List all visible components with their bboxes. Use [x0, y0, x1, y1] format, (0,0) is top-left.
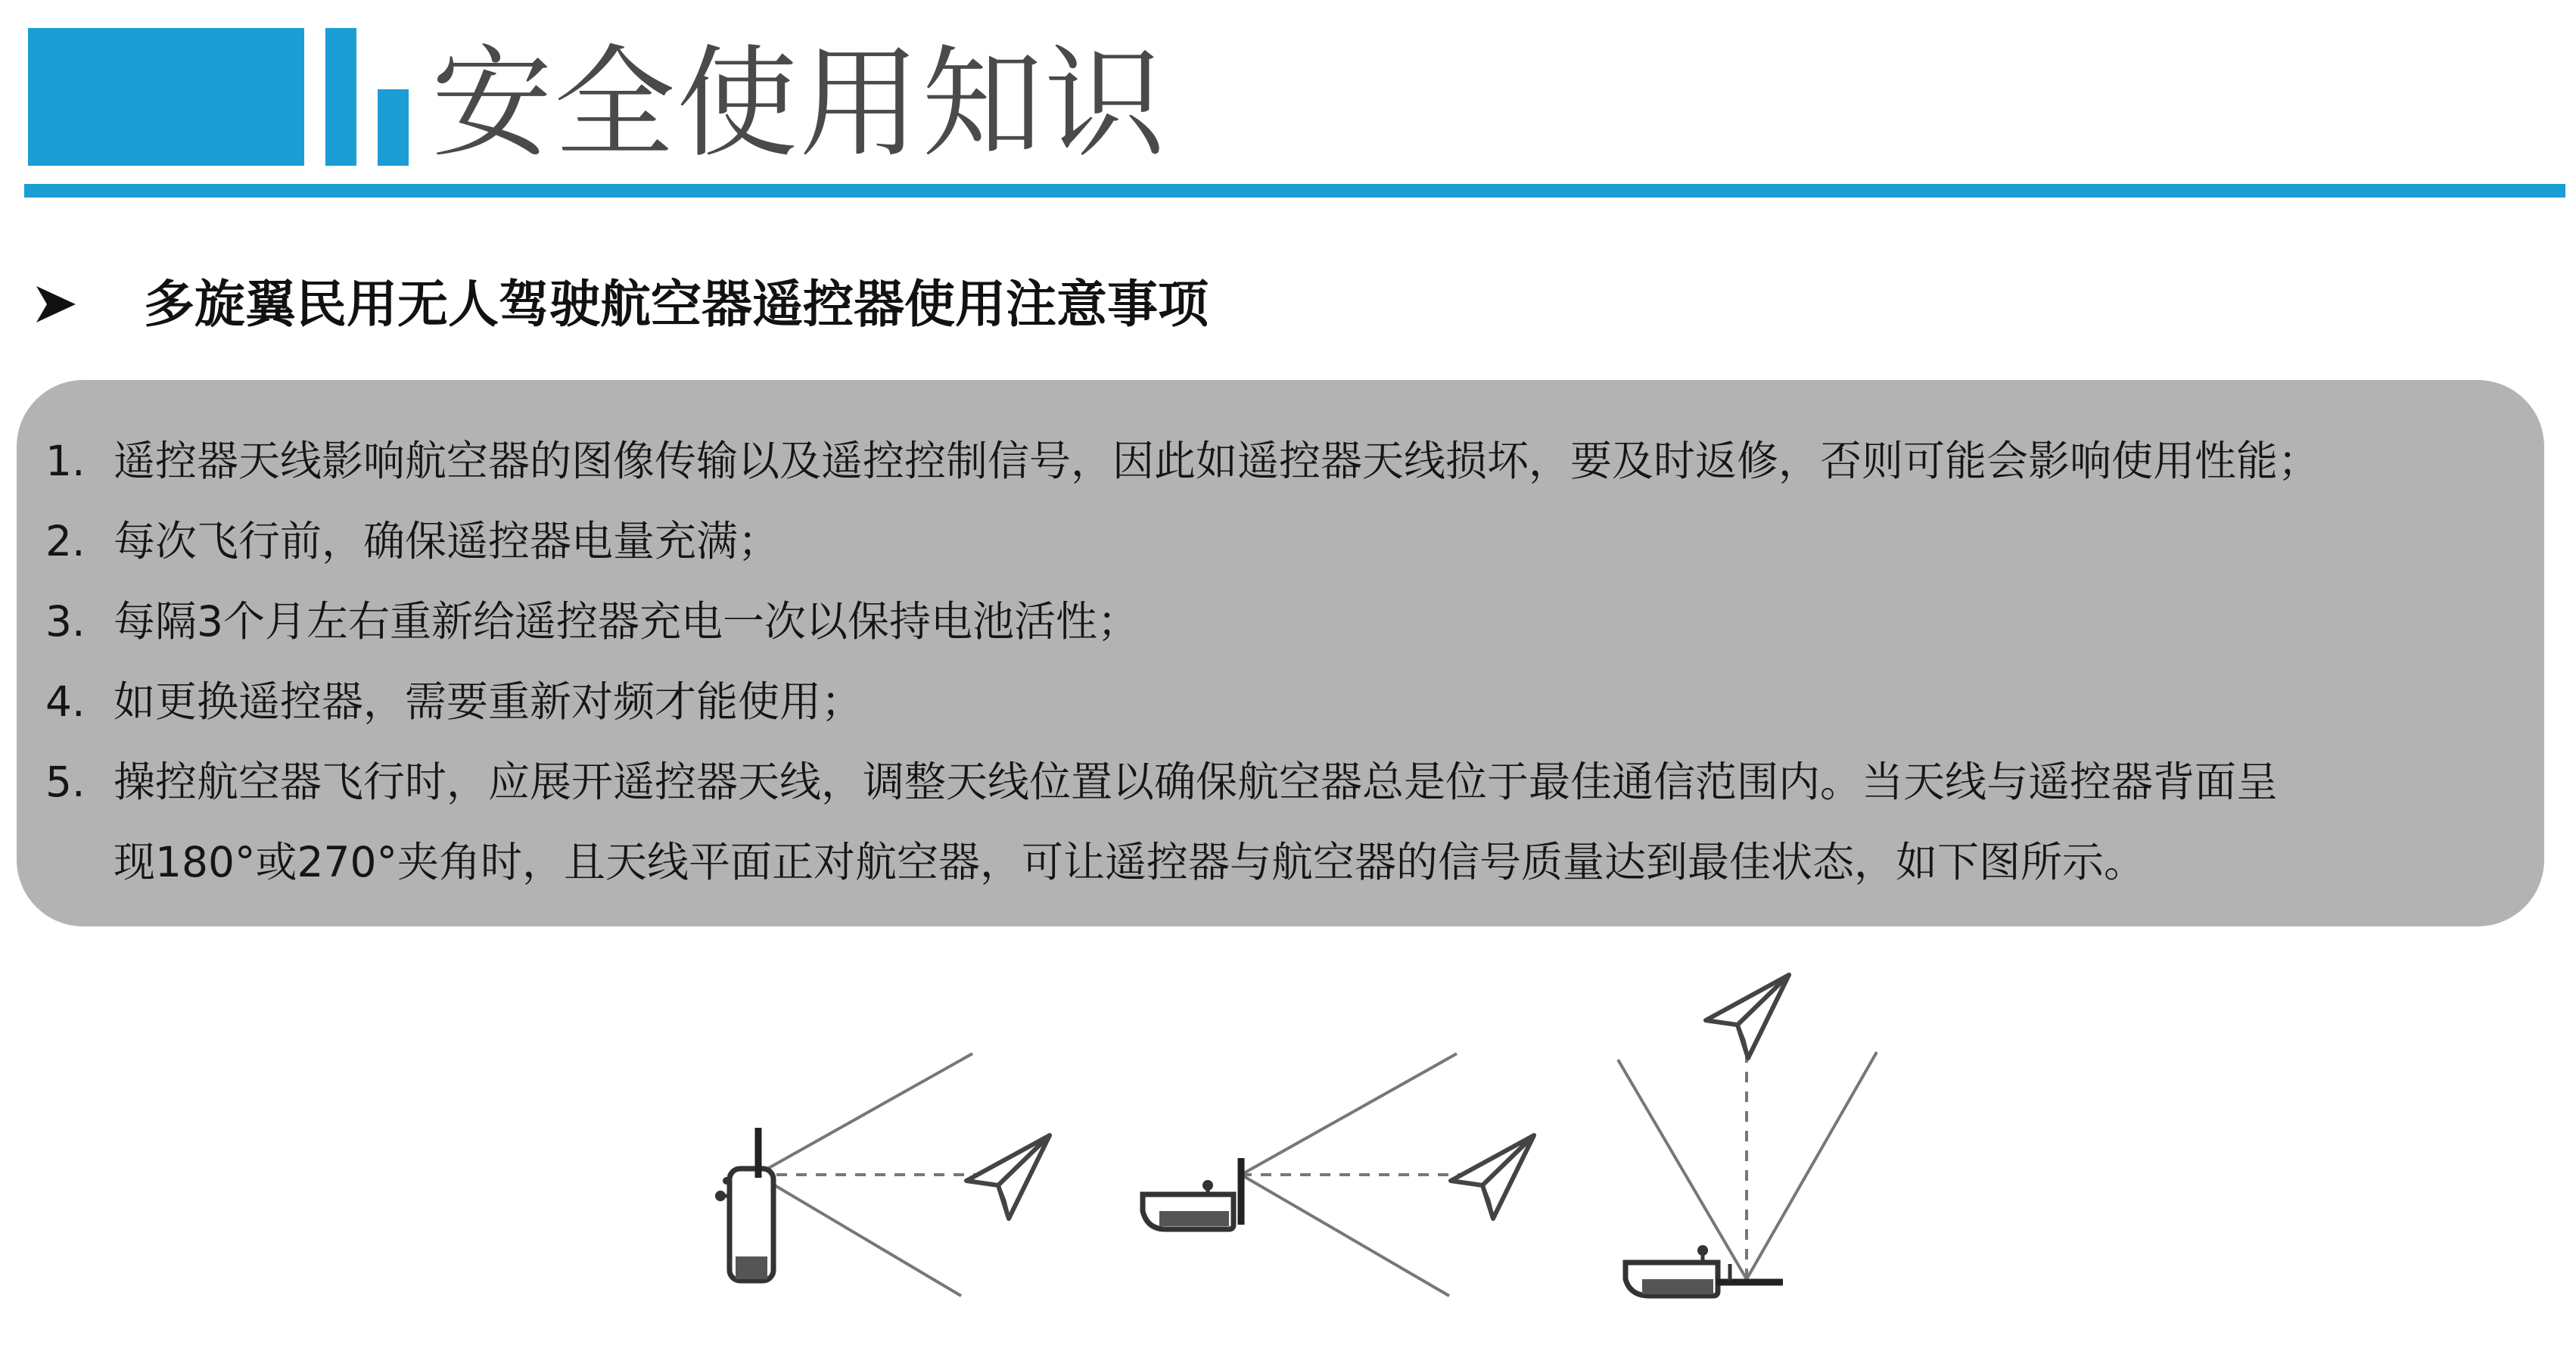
remote-controller-icon	[715, 1128, 773, 1281]
header-divider	[24, 184, 2565, 198]
antenna-180-vertical-diagram	[715, 1054, 1050, 1296]
header-accent-bar	[325, 28, 356, 166]
remote-controller-icon	[1626, 1245, 1783, 1296]
list-item-text: 操控航空器飞行时，应展开遥控器天线，调整天线位置以确保航空器总是位于最佳通信范围内。当天线与遥控器背面呈	[114, 758, 2279, 806]
list-item-number: 5.	[45, 758, 86, 806]
header-accent-bar-short	[378, 89, 409, 166]
paper-plane-icon	[1451, 1135, 1534, 1219]
list-item-number: 4.	[45, 677, 86, 726]
list-item-text: 每次飞行前，确保遥控器电量充满；	[114, 517, 780, 565]
remote-controller-icon	[1143, 1158, 1241, 1229]
arrowhead-bullet-icon	[33, 282, 79, 327]
antenna-180-horizontal-diagram	[1143, 1054, 1534, 1296]
paper-plane-icon	[966, 1135, 1050, 1219]
list-item-number: 2.	[45, 517, 86, 565]
paper-plane-icon	[1706, 975, 1789, 1058]
section-title: 多旋翼民用无人驾驶航空器遥控器使用注意事项	[144, 275, 1209, 334]
list-item-text: 遥控器天线影响航空器的图像传输以及遥控控制信号，因此如遥控器天线损坏，要及时返修，否则可能会影响使用性能；	[114, 437, 2320, 485]
list-item-number: 3.	[45, 597, 86, 646]
list-item-text: 现180°或270°夹角时，且天线平面正对航空器，可让遥控器与航空器的信号质量达到最佳状态，如下图所示。	[114, 838, 2145, 886]
page-title: 安全使用知识	[431, 33, 1168, 174]
antenna-270-upward-diagram	[1618, 975, 1877, 1296]
header-accent-block	[28, 28, 304, 166]
list-item-number: 1.	[45, 437, 86, 485]
list-item-text: 每隔3个月左右重新给遥控器充电一次以保持电池活性；	[114, 597, 1139, 646]
list-item-text: 如更换遥控器，需要重新对频才能使用；	[114, 677, 863, 726]
